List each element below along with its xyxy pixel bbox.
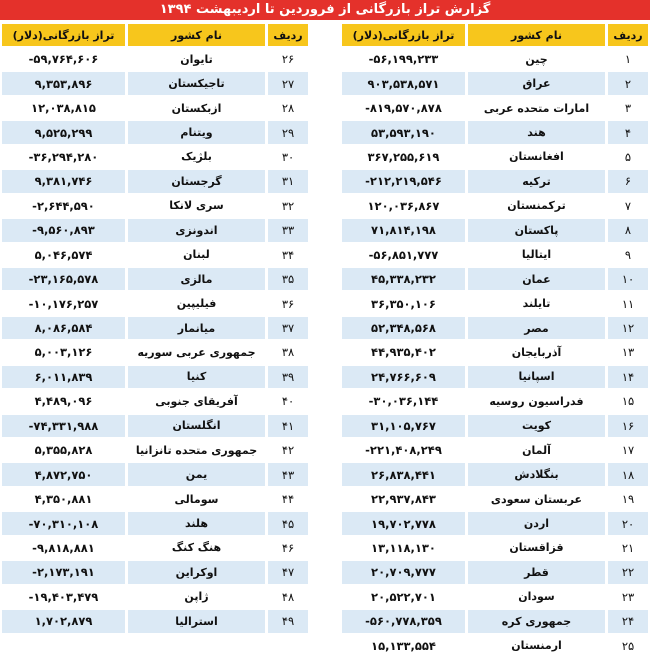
country-cell: تایوان <box>128 48 268 72</box>
country-cell: هلند <box>128 512 268 536</box>
table-row <box>342 219 648 243</box>
table-row <box>342 146 648 170</box>
country-cell: جمهوری عربی سوریه <box>128 341 268 365</box>
country-cell: آذربایجان <box>468 341 608 365</box>
balance-cell: ۱,۷۰۲,۸۷۹ <box>2 610 128 634</box>
country-cell: تایلند <box>468 292 608 316</box>
table-row <box>342 512 648 536</box>
balance-cell: -۲,۱۷۳,۱۹۱ <box>2 561 128 585</box>
balance-cell: ۲۰,۷۰۹,۷۷۷ <box>342 561 468 585</box>
balance-cell: -۲۳,۱۶۵,۵۷۸ <box>2 268 128 292</box>
table-row <box>342 97 648 121</box>
country-cell: اردن <box>468 512 608 536</box>
rank-cell: ۱۳ <box>608 341 648 365</box>
rank-cell: ۳۴ <box>268 244 308 268</box>
country-cell: آلمان <box>468 439 608 463</box>
table-row <box>342 121 648 145</box>
table-row <box>342 48 648 72</box>
balance-cell: ۹,۳۵۳,۸۹۶ <box>2 72 128 96</box>
country-cell: گرجستان <box>128 170 268 194</box>
rank-cell: ۲ <box>608 72 648 96</box>
country-cell: ارمنستان <box>468 635 608 659</box>
table-row <box>342 341 648 365</box>
country-cell: یمن <box>128 463 268 487</box>
country-cell: عمان <box>468 268 608 292</box>
country-cell: ازبکستان <box>128 97 268 121</box>
rank-cell: ۲۴ <box>608 610 648 634</box>
rank-cell: ۱۵ <box>608 390 648 414</box>
rank-cell: ۴۵ <box>268 512 308 536</box>
table-row <box>2 537 308 561</box>
table-row <box>2 390 308 414</box>
table-row <box>2 219 308 243</box>
country-cell: سودان <box>468 586 608 610</box>
table-row <box>2 366 308 390</box>
table-row <box>342 610 648 634</box>
balance-cell: ۴۵,۳۳۸,۲۳۲ <box>342 268 468 292</box>
table-row <box>342 244 648 268</box>
rank-cell: ۳۰ <box>268 146 308 170</box>
country-cell: ایتالیا <box>468 244 608 268</box>
country-cell: عربستان سعودی <box>468 488 608 512</box>
country-cell: استرالیا <box>128 610 268 634</box>
country-header: نام کشور <box>128 24 268 48</box>
table-row <box>2 561 308 585</box>
rank-cell: ۹ <box>608 244 648 268</box>
trade-table-left <box>2 24 308 635</box>
table-row <box>2 97 308 121</box>
balance-cell: ۹,۵۲۵,۲۹۹ <box>2 121 128 145</box>
rank-cell: ۱۲ <box>608 317 648 341</box>
table-header-row <box>342 24 648 48</box>
rank-cell: ۳ <box>608 97 648 121</box>
balance-cell: ۱۳,۱۱۸,۱۳۰ <box>342 537 468 561</box>
country-cell: اوکراین <box>128 561 268 585</box>
table-row <box>2 341 308 365</box>
trade-table-right <box>342 24 648 659</box>
table-row <box>342 170 648 194</box>
rank-cell: ۱۱ <box>608 292 648 316</box>
balance-cell: -۱۹,۴۰۳,۴۷۹ <box>2 586 128 610</box>
table-row <box>2 512 308 536</box>
balance-cell: ۳۱,۱۰۵,۷۶۷ <box>342 415 468 439</box>
table-row <box>342 195 648 219</box>
balance-cell: -۸۱۹,۵۷۰,۸۷۸ <box>342 97 468 121</box>
balance-cell: ۴,۴۸۹,۰۹۶ <box>2 390 128 414</box>
balance-cell: -۷۰,۳۱۰,۱۰۸ <box>2 512 128 536</box>
table-row <box>2 317 308 341</box>
table-row <box>2 292 308 316</box>
country-cell: چین <box>468 48 608 72</box>
country-cell: پاکستان <box>468 219 608 243</box>
rank-cell: ۱ <box>608 48 648 72</box>
country-cell: بلژیک <box>128 146 268 170</box>
table-row <box>2 610 308 634</box>
table-row <box>2 121 308 145</box>
rank-cell: ۲۳ <box>608 586 648 610</box>
rank-cell: ۳۲ <box>268 195 308 219</box>
country-cell: امارات متحده عربی <box>468 97 608 121</box>
rank-cell: ۴ <box>608 121 648 145</box>
country-cell: تاجیکستان <box>128 72 268 96</box>
country-cell: بنگلادش <box>468 463 608 487</box>
rank-cell: ۳۹ <box>268 366 308 390</box>
rank-cell: ۴۸ <box>268 586 308 610</box>
rank-cell: ۲۷ <box>268 72 308 96</box>
table-row <box>2 439 308 463</box>
balance-cell: ۱۵,۱۳۳,۵۵۴ <box>342 635 468 659</box>
balance-cell: ۴,۸۷۲,۷۵۰ <box>2 463 128 487</box>
table-row <box>2 268 308 292</box>
balance-cell: -۹,۸۱۸,۸۸۱ <box>2 537 128 561</box>
country-cell: ژاپن <box>128 586 268 610</box>
country-cell: فیلیپین <box>128 292 268 316</box>
rank-header: ردیف <box>268 24 308 48</box>
rank-cell: ۴۱ <box>268 415 308 439</box>
balance-cell: -۵۶,۸۵۱,۷۷۷ <box>342 244 468 268</box>
balance-cell: ۲۲,۹۳۷,۸۴۳ <box>342 488 468 512</box>
table-header-row <box>2 24 308 48</box>
rank-cell: ۳۵ <box>268 268 308 292</box>
table-row <box>2 72 308 96</box>
report-title: گزارش تراز بازرگانی از فروردین تا اردیبهشت ۱۳۹۴ <box>0 0 650 20</box>
rank-cell: ۱۸ <box>608 463 648 487</box>
country-cell: آفریقای جنوبی <box>128 390 268 414</box>
table-row <box>342 366 648 390</box>
balance-cell: ۱۲۰,۰۳۶,۸۶۷ <box>342 195 468 219</box>
country-cell: سومالی <box>128 488 268 512</box>
balance-cell: -۹,۵۶۰,۸۹۳ <box>2 219 128 243</box>
country-cell: سری لانکا <box>128 195 268 219</box>
rank-cell: ۱۴ <box>608 366 648 390</box>
rank-cell: ۴۴ <box>268 488 308 512</box>
rank-cell: ۲۲ <box>608 561 648 585</box>
balance-cell: ۵,۰۴۶,۵۷۴ <box>2 244 128 268</box>
balance-cell: ۴۴,۹۳۵,۴۰۲ <box>342 341 468 365</box>
balance-cell: ۵۳,۵۹۳,۱۹۰ <box>342 121 468 145</box>
balance-cell: -۱۰,۱۷۶,۲۵۷ <box>2 292 128 316</box>
rank-cell: ۵ <box>608 146 648 170</box>
table-row <box>2 195 308 219</box>
table-row <box>342 268 648 292</box>
country-cell: هنگ کنگ <box>128 537 268 561</box>
table-row <box>2 170 308 194</box>
balance-cell: -۲,۶۴۴,۵۹۰ <box>2 195 128 219</box>
rank-cell: ۱۰ <box>608 268 648 292</box>
country-cell: اندونزی <box>128 219 268 243</box>
rank-cell: ۴۰ <box>268 390 308 414</box>
balance-cell: ۱۹,۷۰۲,۷۷۸ <box>342 512 468 536</box>
rank-cell: ۳۸ <box>268 341 308 365</box>
balance-cell: ۲۴,۷۶۶,۶۰۹ <box>342 366 468 390</box>
balance-cell: ۵,۳۵۵,۸۲۸ <box>2 439 128 463</box>
country-cell: کنیا <box>128 366 268 390</box>
table-row <box>2 244 308 268</box>
rank-cell: ۱۹ <box>608 488 648 512</box>
balance-cell: -۵۹,۷۶۴,۶۰۶ <box>2 48 128 72</box>
country-cell: مصر <box>468 317 608 341</box>
balance-cell: ۹,۳۸۱,۷۴۶ <box>2 170 128 194</box>
country-cell: جمهوری متحده تانزانیا <box>128 439 268 463</box>
balance-cell: ۴,۳۵۰,۸۸۱ <box>2 488 128 512</box>
country-cell: کویت <box>468 415 608 439</box>
balance-cell: -۳۰,۰۳۶,۱۴۴ <box>342 390 468 414</box>
rank-cell: ۱۷ <box>608 439 648 463</box>
balance-cell: -۲۲۱,۴۰۸,۲۴۹ <box>342 439 468 463</box>
balance-cell: -۲۱۲,۲۱۹,۵۴۶ <box>342 170 468 194</box>
rank-cell: ۲۱ <box>608 537 648 561</box>
table-row <box>342 586 648 610</box>
table-row <box>342 635 648 659</box>
balance-cell: ۳۶۷,۲۵۵,۶۱۹ <box>342 146 468 170</box>
table-row <box>342 415 648 439</box>
country-cell: فدراسیون روسیه <box>468 390 608 414</box>
rank-cell: ۲۰ <box>608 512 648 536</box>
table-row <box>342 390 648 414</box>
rank-cell: ۲۵ <box>608 635 648 659</box>
balance-cell: ۲۰,۵۲۲,۷۰۱ <box>342 586 468 610</box>
country-cell: اسپانیا <box>468 366 608 390</box>
rank-cell: ۴۲ <box>268 439 308 463</box>
country-cell: مالزی <box>128 268 268 292</box>
rank-cell: ۸ <box>608 219 648 243</box>
balance-cell: ۵۲,۳۴۸,۵۶۸ <box>342 317 468 341</box>
balance-cell: -۵۶,۱۹۹,۲۳۳ <box>342 48 468 72</box>
balance-cell: ۸,۰۸۶,۵۸۴ <box>2 317 128 341</box>
country-cell: انگلستان <box>128 415 268 439</box>
balance-cell: ۳۶,۳۵۰,۱۰۶ <box>342 292 468 316</box>
rank-header: ردیف <box>608 24 648 48</box>
country-cell: ویتنام <box>128 121 268 145</box>
table-row <box>342 292 648 316</box>
country-cell: جمهوری کره <box>468 610 608 634</box>
rank-cell: ۱۶ <box>608 415 648 439</box>
country-cell: عراق <box>468 72 608 96</box>
country-cell: ترکیه <box>468 170 608 194</box>
table-row <box>342 463 648 487</box>
table-row <box>342 488 648 512</box>
balance-cell: ۹۰۳,۵۳۸,۵۷۱ <box>342 72 468 96</box>
country-cell: لبنان <box>128 244 268 268</box>
country-cell: ترکمنستان <box>468 195 608 219</box>
rank-cell: ۷ <box>608 195 648 219</box>
rank-cell: ۴۶ <box>268 537 308 561</box>
rank-cell: ۲۹ <box>268 121 308 145</box>
country-cell: قزاقستان <box>468 537 608 561</box>
table-row <box>2 415 308 439</box>
balance-cell: ۲۶,۸۳۸,۴۴۱ <box>342 463 468 487</box>
country-header: نام کشور <box>468 24 608 48</box>
balance-cell: ۵,۰۰۳,۱۲۶ <box>2 341 128 365</box>
country-cell: افغانستان <box>468 146 608 170</box>
rank-cell: ۳۷ <box>268 317 308 341</box>
table-row <box>342 439 648 463</box>
table-row <box>2 586 308 610</box>
table-row <box>342 561 648 585</box>
rank-cell: ۲۸ <box>268 97 308 121</box>
table-row <box>342 317 648 341</box>
table-row <box>2 146 308 170</box>
table-row <box>342 537 648 561</box>
balance-cell: ۱۲,۰۳۸,۸۱۵ <box>2 97 128 121</box>
rank-cell: ۴۷ <box>268 561 308 585</box>
country-cell: میانمار <box>128 317 268 341</box>
balance-cell: ۷۱,۸۱۴,۱۹۸ <box>342 219 468 243</box>
balance-cell: -۳۶,۲۹۴,۲۸۰ <box>2 146 128 170</box>
table-row <box>2 463 308 487</box>
table-row <box>2 48 308 72</box>
balance-cell: ۶,۰۱۱,۸۳۹ <box>2 366 128 390</box>
rank-cell: ۶ <box>608 170 648 194</box>
rank-cell: ۴۹ <box>268 610 308 634</box>
rank-cell: ۳۱ <box>268 170 308 194</box>
table-row <box>342 72 648 96</box>
balance-header: تراز بازرگانی(دلار) <box>2 24 128 48</box>
balance-cell: -۵۶۰,۷۷۸,۳۵۹ <box>342 610 468 634</box>
rank-cell: ۳۳ <box>268 219 308 243</box>
rank-cell: ۳۶ <box>268 292 308 316</box>
rank-cell: ۴۳ <box>268 463 308 487</box>
balance-cell: -۷۴,۳۳۱,۹۸۸ <box>2 415 128 439</box>
rank-cell: ۲۶ <box>268 48 308 72</box>
country-cell: هند <box>468 121 608 145</box>
table-row <box>2 488 308 512</box>
country-cell: قطر <box>468 561 608 585</box>
balance-header: تراز بازرگانی(دلار) <box>342 24 468 48</box>
